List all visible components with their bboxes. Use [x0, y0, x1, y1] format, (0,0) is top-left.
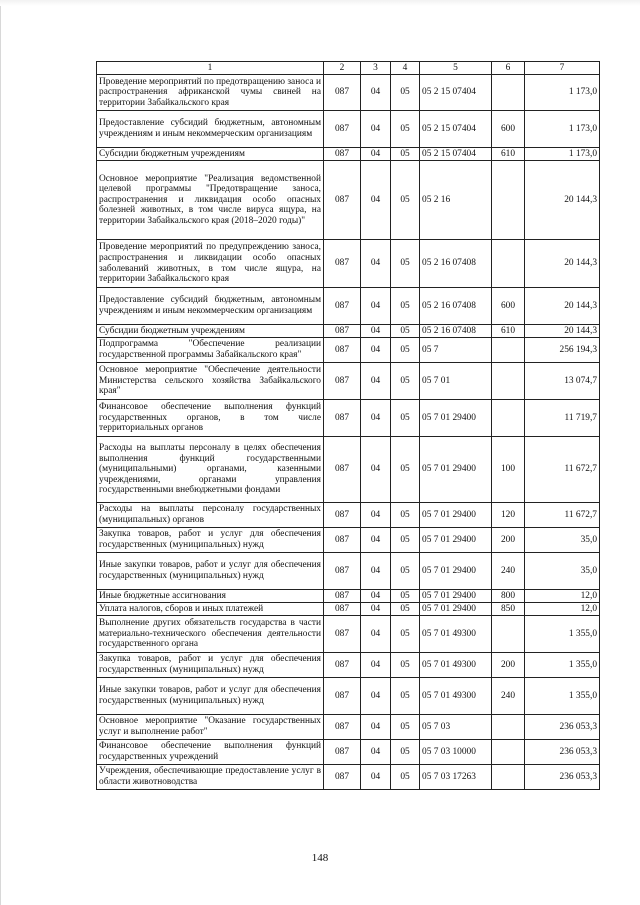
row-subsection: 05	[391, 528, 420, 553]
row-name: Учреждения, обеспечивающие предоставление услуг в области животноводства	[97, 765, 324, 790]
row-amount: 1 355,0	[525, 678, 600, 715]
row-name: Финансовое обеспечение выполнения функций государственных органов, в том числе территориальных органов	[97, 400, 324, 437]
row-section: 04	[361, 325, 391, 338]
row-ministry-code: 087	[324, 363, 361, 400]
row-amount: 20 144,3	[525, 161, 600, 240]
table-row	[97, 740, 600, 765]
row-expense-type: 610	[492, 325, 525, 338]
table-row	[97, 240, 600, 288]
row-section: 04	[361, 765, 391, 790]
row-target-code: 05 7	[420, 338, 492, 363]
scan-top-edge	[0, 0, 640, 6]
row-expense-type: 600	[492, 288, 525, 325]
row-expense-type: 200	[492, 653, 525, 678]
table-row	[97, 765, 600, 790]
row-section: 04	[361, 653, 391, 678]
row-ministry-code: 087	[324, 740, 361, 765]
row-ministry-code: 087	[324, 240, 361, 288]
table-row	[97, 528, 600, 553]
row-section: 04	[361, 740, 391, 765]
row-section: 04	[361, 715, 391, 740]
row-name: Основное мероприятие "Оказание государственных услуг и выполнение работ"	[97, 715, 324, 740]
table-row	[97, 503, 600, 528]
row-target-code: 05 7 01 29400	[420, 400, 492, 437]
table-header-row	[97, 62, 600, 75]
row-target-code: 05 7 01 29400	[420, 603, 492, 616]
row-amount: 1 173,0	[525, 75, 600, 111]
row-target-code: 05 7 03 17263	[420, 765, 492, 790]
row-name: Субсидии бюджетным учреждениям	[97, 148, 324, 161]
row-expense-type: 100	[492, 437, 525, 503]
row-ministry-code: 087	[324, 765, 361, 790]
row-target-code: 05 7 03	[420, 715, 492, 740]
row-subsection: 05	[391, 553, 420, 590]
table-row	[97, 338, 600, 363]
row-name: Основное мероприятие "Реализация ведомственной целевой программы "Предотвращение заноса, распространения и ликвидация особо опасных болезней животных, в том числе вируса ящура, на территории Забайкальского края (2018–2020 годы)"	[97, 161, 324, 240]
row-subsection: 05	[391, 715, 420, 740]
row-subsection: 05	[391, 148, 420, 161]
row-target-code: 05 7 01 29400	[420, 437, 492, 503]
budget-table	[96, 61, 600, 790]
row-target-code: 05 7 01 49300	[420, 616, 492, 653]
row-subsection: 05	[391, 325, 420, 338]
row-ministry-code: 087	[324, 111, 361, 148]
row-amount: 11 719,7	[525, 400, 600, 437]
row-amount: 11 672,7	[525, 437, 600, 503]
row-ministry-code: 087	[324, 678, 361, 715]
col-header-5: 5	[420, 62, 492, 75]
table-row	[97, 363, 600, 400]
row-name: Предоставление субсидий бюджетным, автономным учреждениям и иным некоммерческим организациям	[97, 111, 324, 148]
row-target-code: 05 2 15 07404	[420, 75, 492, 111]
row-name: Расходы на выплаты персоналу государственных (муниципальных) органов	[97, 503, 324, 528]
col-header-4: 4	[391, 62, 420, 75]
table-row	[97, 437, 600, 503]
row-ministry-code: 087	[324, 400, 361, 437]
row-expense-type	[492, 740, 525, 765]
row-subsection: 05	[391, 437, 420, 503]
row-ministry-code: 087	[324, 653, 361, 678]
row-target-code: 05 2 16 07408	[420, 325, 492, 338]
table-row	[97, 111, 600, 148]
row-expense-type	[492, 75, 525, 111]
row-target-code: 05 2 16 07408	[420, 288, 492, 325]
row-amount: 1 355,0	[525, 653, 600, 678]
col-header-3: 3	[361, 62, 391, 75]
row-name: Основное мероприятие "Обеспечение деятельности Министерства сельского хозяйства Забайкальского края"	[97, 363, 324, 400]
row-expense-type: 240	[492, 678, 525, 715]
row-section: 04	[361, 503, 391, 528]
row-target-code: 05 2 16	[420, 161, 492, 240]
row-expense-type: 800	[492, 590, 525, 603]
row-ministry-code: 087	[324, 288, 361, 325]
row-section: 04	[361, 616, 391, 653]
row-target-code: 05 2 16 07408	[420, 240, 492, 288]
row-expense-type	[492, 363, 525, 400]
row-ministry-code: 087	[324, 75, 361, 111]
row-target-code: 05 7 01	[420, 363, 492, 400]
row-section: 04	[361, 338, 391, 363]
row-subsection: 05	[391, 503, 420, 528]
row-name: Уплата налогов, сборов и иных платежей	[97, 603, 324, 616]
table-row	[97, 616, 600, 653]
table-row	[97, 715, 600, 740]
table-row	[97, 161, 600, 240]
row-expense-type	[492, 161, 525, 240]
table-row	[97, 678, 600, 715]
row-expense-type: 120	[492, 503, 525, 528]
row-target-code: 05 2 15 07404	[420, 111, 492, 148]
row-target-code: 05 7 01 49300	[420, 678, 492, 715]
row-amount: 20 144,3	[525, 325, 600, 338]
row-amount: 1 173,0	[525, 111, 600, 148]
row-target-code: 05 7 01 49300	[420, 653, 492, 678]
row-amount: 256 194,3	[525, 338, 600, 363]
row-amount: 236 053,3	[525, 765, 600, 790]
table-row	[97, 553, 600, 590]
row-target-code: 05 7 03 10000	[420, 740, 492, 765]
row-expense-type: 200	[492, 528, 525, 553]
row-subsection: 05	[391, 653, 420, 678]
row-ministry-code: 087	[324, 616, 361, 653]
row-target-code: 05 7 01 29400	[420, 503, 492, 528]
row-ministry-code: 087	[324, 715, 361, 740]
row-subsection: 05	[391, 740, 420, 765]
row-section: 04	[361, 603, 391, 616]
row-subsection: 05	[391, 240, 420, 288]
row-amount: 11 672,7	[525, 503, 600, 528]
row-amount: 12,0	[525, 590, 600, 603]
row-name: Проведение мероприятий по предотвращению заноса и распространения африканской чумы свиней на территории Забайкальского края	[97, 75, 324, 111]
row-expense-type	[492, 765, 525, 790]
row-section: 04	[361, 111, 391, 148]
row-amount: 12,0	[525, 603, 600, 616]
row-name: Подпрограмма "Обеспечение реализации государственной программы Забайкальского края"	[97, 338, 324, 363]
row-subsection: 05	[391, 590, 420, 603]
row-ministry-code: 087	[324, 437, 361, 503]
row-target-code: 05 7 01 29400	[420, 528, 492, 553]
row-amount: 20 144,3	[525, 288, 600, 325]
row-amount: 236 053,3	[525, 740, 600, 765]
table-row	[97, 400, 600, 437]
row-name: Иные закупки товаров, работ и услуг для обеспечения государственных (муниципальных) нужд	[97, 678, 324, 715]
row-subsection: 05	[391, 288, 420, 325]
row-name: Иные бюджетные ассигнования	[97, 590, 324, 603]
row-name: Проведение мероприятий по предупреждению заноса, распространения и ликвидации особо опасных заболеваний животных, в том числе ящура, на территории Забайкальского края	[97, 240, 324, 288]
row-expense-type: 610	[492, 148, 525, 161]
table-row	[97, 75, 600, 111]
row-section: 04	[361, 553, 391, 590]
row-expense-type	[492, 338, 525, 363]
row-expense-type	[492, 400, 525, 437]
row-ministry-code: 087	[324, 338, 361, 363]
row-subsection: 05	[391, 765, 420, 790]
row-name: Закупка товаров, работ и услуг для обеспечения государственных (муниципальных) нужд	[97, 528, 324, 553]
page-number: 148	[311, 852, 329, 864]
table-row	[97, 603, 600, 616]
table-row	[97, 590, 600, 603]
row-amount: 35,0	[525, 553, 600, 590]
table-row	[97, 325, 600, 338]
row-section: 04	[361, 240, 391, 288]
row-subsection: 05	[391, 363, 420, 400]
col-header-7: 7	[525, 62, 600, 75]
row-expense-type: 850	[492, 603, 525, 616]
table-row	[97, 653, 600, 678]
row-subsection: 05	[391, 678, 420, 715]
row-target-code: 05 7 01 29400	[420, 590, 492, 603]
row-ministry-code: 087	[324, 325, 361, 338]
row-target-code: 05 7 01 29400	[420, 553, 492, 590]
row-subsection: 05	[391, 400, 420, 437]
row-section: 04	[361, 678, 391, 715]
row-subsection: 05	[391, 111, 420, 148]
row-section: 04	[361, 528, 391, 553]
row-section: 04	[361, 437, 391, 503]
row-name: Иные закупки товаров, работ и услуг для обеспечения государственных (муниципальных) нужд	[97, 553, 324, 590]
row-name: Выполнение других обязательств государства в части материально-технического обеспечения деятельности государственного органа	[97, 616, 324, 653]
row-expense-type: 600	[492, 111, 525, 148]
row-section: 04	[361, 75, 391, 111]
row-expense-type	[492, 240, 525, 288]
row-ministry-code: 087	[324, 148, 361, 161]
col-header-2: 2	[324, 62, 361, 75]
row-ministry-code: 087	[324, 161, 361, 240]
row-subsection: 05	[391, 603, 420, 616]
row-amount: 236 053,3	[525, 715, 600, 740]
row-section: 04	[361, 590, 391, 603]
row-name: Закупка товаров, работ и услуг для обеспечения государственных (муниципальных) нужд	[97, 653, 324, 678]
table-row	[97, 148, 600, 161]
row-ministry-code: 087	[324, 503, 361, 528]
row-section: 04	[361, 363, 391, 400]
row-expense-type	[492, 715, 525, 740]
table-body	[97, 75, 600, 790]
row-section: 04	[361, 161, 391, 240]
row-ministry-code: 087	[324, 528, 361, 553]
row-amount: 20 144,3	[525, 240, 600, 288]
row-subsection: 05	[391, 161, 420, 240]
row-subsection: 05	[391, 616, 420, 653]
row-amount: 1 173,0	[525, 148, 600, 161]
row-amount: 35,0	[525, 528, 600, 553]
row-target-code: 05 2 15 07404	[420, 148, 492, 161]
row-name: Расходы на выплаты персоналу в целях обеспечения выполнения функций государственными (муниципальными) органами, казенными учреждениями, органами управления государственными внебюджетными фондами	[97, 437, 324, 503]
row-amount: 1 355,0	[525, 616, 600, 653]
row-subsection: 05	[391, 75, 420, 111]
col-header-6: 6	[492, 62, 525, 75]
row-amount: 13 074,7	[525, 363, 600, 400]
row-section: 04	[361, 148, 391, 161]
row-name: Предоставление субсидий бюджетным, автономным учреждениям и иным некоммерческим организациям	[97, 288, 324, 325]
row-name: Финансовое обеспечение выполнения функций государственных учреждений	[97, 740, 324, 765]
row-section: 04	[361, 400, 391, 437]
table-row	[97, 288, 600, 325]
row-ministry-code: 087	[324, 590, 361, 603]
row-expense-type	[492, 616, 525, 653]
row-expense-type: 240	[492, 553, 525, 590]
row-ministry-code: 087	[324, 553, 361, 590]
row-name: Субсидии бюджетным учреждениям	[97, 325, 324, 338]
row-section: 04	[361, 288, 391, 325]
row-ministry-code: 087	[324, 603, 361, 616]
row-subsection: 05	[391, 338, 420, 363]
col-header-1: 1	[97, 62, 324, 75]
